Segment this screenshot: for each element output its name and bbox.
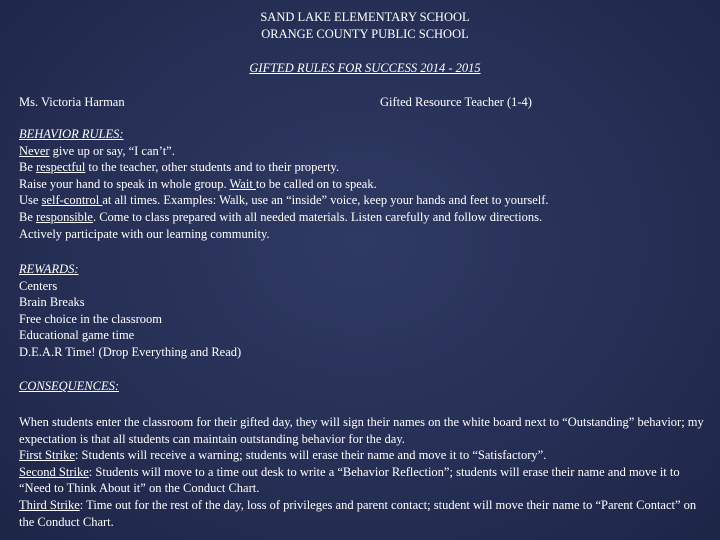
- reward-item: D.E.A.R Time! (Drop Everything and Read): [19, 344, 242, 359]
- consequences-intro: When students enter the classroom for their gifted day, they will sign their names on the white board next to “Outstanding” behavior; my expectation is that all students can maintain outstanding behavior for the day.: [19, 415, 704, 446]
- first-strike: First Strike: Students will receive a warning; students will erase their name and move it to “Satisfactory”.: [19, 448, 547, 463]
- reward-item: Educational game time: [19, 328, 135, 343]
- behavior-rule-2: Be respectful to the teacher, other students and to their property.: [19, 160, 340, 175]
- third-strike: Third Strike: Time out for the rest of the day, loss of privileges and parent contact; student will move their name to “Parent Contact” on the Conduct Chart.: [19, 497, 697, 529]
- consequences-heading-row: [19, 378, 709, 395]
- rewards-section: [19, 261, 709, 361]
- school-name: SAND LAKE ELEMENTARY SCHOOL: [260, 10, 470, 24]
- behavior-rule-5: Be responsible. Come to class prepared with all needed materials. Listen carefully and follow directions.: [19, 209, 543, 224]
- document-title: [0, 60, 720, 77]
- reward-item: Free choice in the classroom: [19, 311, 163, 326]
- district-name: ORANGE COUNTY PUBLIC SCHOOL: [261, 27, 469, 41]
- rewards-heading: REWARDS:: [19, 262, 79, 276]
- behavior-rule-4: Use self-control at all times. Examples: Walk, use an “inside” voice, keep your hands and feet to yourself.: [19, 193, 549, 208]
- teacher-role: Gifted Resource Teacher (1-4): [380, 95, 532, 109]
- behavior-rule-3: Raise your hand to speak in whole group. Wait to be called on to speak.: [19, 176, 377, 191]
- behavior-rule-1: Never give up or say, “I can’t”.: [19, 143, 175, 158]
- behavior-rules-section: [19, 126, 709, 242]
- consequences-body: [19, 414, 707, 530]
- reward-item: Brain Breaks: [19, 295, 85, 310]
- second-strike: Second Strike: Students will move to a time out desk to write a “Behavior Reflection”; students will erase their name and move it to “Need to Think About it” on the Conduct Chart.: [19, 464, 680, 496]
- teacher-name: Ms. Victoria Harman: [19, 95, 125, 109]
- consequences-heading: CONSEQUENCES:: [19, 379, 119, 393]
- reward-item: Centers: [19, 278, 58, 293]
- behavior-heading: BEHAVIOR RULES:: [19, 127, 124, 141]
- behavior-rule-6: Actively participate with our learning community.: [19, 226, 270, 241]
- document-title-text: GIFTED RULES FOR SUCCESS 2014 - 2015: [249, 61, 481, 75]
